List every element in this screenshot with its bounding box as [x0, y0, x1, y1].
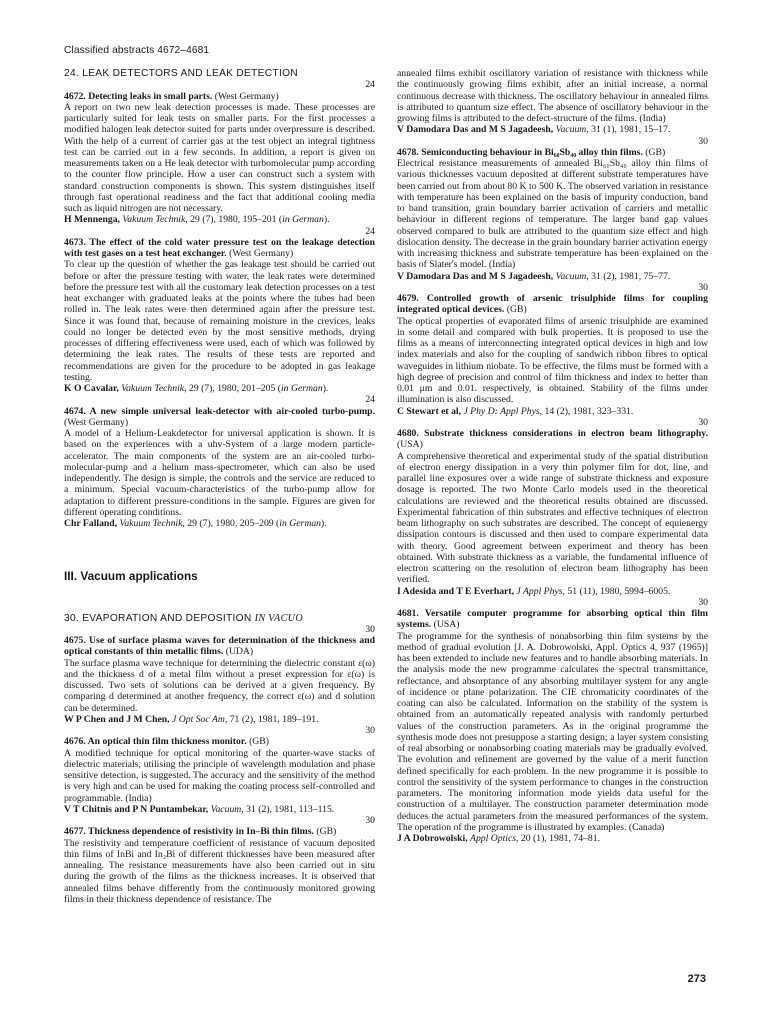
abstract-citation: [64, 214, 375, 225]
abstract-number-title: 4674. A new simple universal leak-detector with air-cooled turbo-pump.: [64, 405, 375, 417]
abstract-title: [64, 91, 375, 102]
citation-ref: 29 (7), 1980, 201–205 (: [186, 383, 281, 394]
part-heading: III. Vacuum applications: [64, 569, 198, 584]
abstract-citation: [64, 383, 375, 394]
section-page-ref: 30: [698, 281, 708, 293]
citation-ref: 31 (2), 1981, 75–77.: [588, 270, 671, 282]
abstract-citation: [397, 406, 708, 417]
abstract-number-title: 4672. Detecting leaks in small parts.: [64, 90, 213, 102]
left-column: [64, 68, 375, 905]
abstract-4677: [64, 826, 375, 905]
abstract-body: A report on two new leak detection processes is made. These processes are particularly suited for leak tests on smaller parts. For the first processes a modified halogen leak detector suited for parts under overpressure is described. With the help of a current of carrier gas at the test object an integral tightness test can be carried out in a few seconds. In addition, a report is given on measurements taken on a He leak detector with turbomolecular pump according to the counter flow principle. How a user can construct such a system with standard construction components is shown. This system distinguishes itself through fast operational readiness and the fact that additional cooling media such as liquid nitrogen are not necessary.: [64, 101, 375, 214]
abstract-title: [64, 826, 375, 837]
citation-ref: 14 (2), 1981, 323–331.: [542, 405, 634, 417]
section-page-ref: 24: [365, 394, 375, 406]
abstract-number-title: 4677. Thickness dependence of resistivity in In–Bi thin films.: [64, 826, 314, 838]
citation-journal: J Appl Phys,: [516, 585, 565, 597]
running-head: Classified abstracts 4672–4681: [64, 45, 210, 56]
abstract-body: A model of a Helium-Leakdetector for universal application is shown. It is based on the experiences with a uhv-System of a large modern particle-accelerator. The main components of the system are an air-cooled turbo-molecular-pump and a helium mass-spectrometer, which can also be used independently. The design is simple, the controls and the service are reduced to a minimum. Special vacuum-characteristics of the turbo-pump allow for adaptation to different pressure-conditions in the sample. Figures are given for different operating conditions.: [64, 428, 375, 518]
abstract-country: (GB): [504, 304, 527, 316]
right-column: [397, 68, 708, 844]
abstract-citation: [64, 714, 375, 725]
abstract-4673: [64, 237, 375, 395]
citation-journal: Vakuum Technik,: [119, 518, 185, 529]
citation-journal: J Phy D: Appl Phys,: [463, 405, 543, 417]
abstract-4674: [64, 406, 375, 530]
citation-journal: Appl Optics,: [470, 833, 519, 844]
citation-journal: J Opt Soc Am,: [172, 713, 228, 725]
abstract-country: (GB): [246, 736, 269, 748]
abstract-citation: [397, 271, 708, 282]
citation-journal: Vacuum,: [555, 270, 589, 282]
section-heading-italic: IN VACUO: [254, 612, 303, 624]
section-page-ref: 24: [365, 79, 375, 91]
abstract-citation: [397, 124, 708, 135]
citation-authors: K O Cavalar,: [64, 383, 119, 394]
abstract-4680: [397, 428, 708, 597]
abstract-number-title: 4675. Use of surface plasma waves for determination of the thickness and optical constants of thin metallic films.: [64, 635, 375, 658]
abstract-body: To clear up the question of whether the gas leakage test should be carried out before or after the pressure testing with water, the leak rates were determined before the pressure test with all the customary leak detection processes on a test heat exchanger with graduated leaks at the points where the tubes had been rolled in. The leak rates were then determined again after the pressure test. Since it was found that, because of remaining moisture in the crevices, leaks could no longer be detected even by the most sensitive methods, drying processes of differing effectiveness were used, each of which was followed by determining the leak rates. The results of these tests are reported and recommendations are given for the procedure to be adopted in gas leakage testing.: [64, 259, 375, 383]
abstract-body: A modified technique for optical monitoring of the quarter-wave stacks of dielectric materials, utilising the principle of wavelength modulation and phase sensitive detection, is suggested. The accuracy and the sensitivity of the method is very high and can be used for making the coating process self-controlled and programmable. (India): [64, 747, 375, 804]
abstract-title: [64, 237, 375, 260]
section-page-ref: 30: [698, 135, 708, 147]
abstract-title: [64, 406, 375, 429]
abstract-title: [397, 428, 708, 451]
section-heading-text: 30. EVAPORATION AND DEPOSITION: [64, 612, 255, 624]
citation-authors: H Mennenga,: [64, 214, 120, 226]
abstract-4677-continued: [397, 68, 708, 136]
citation-ref: 31 (2), 1981, 113–115.: [243, 803, 335, 815]
citation-authors: I Adesida and T E Everhart,: [397, 585, 514, 597]
citation-authors: J A Dobrowolski,: [397, 833, 468, 844]
abstract-body: The resistivity and temperature coefficient of resistance of vacuum deposited thin films of InBi and In₂Bi of different thicknesses have been measured after annealing. The resistance measurements have also been carried out in situ during the growth of the films as the thickness increases. It is observed that annealed films behave differently from the continuously monitored growing films in their thickness dependence of resistance. The: [64, 837, 375, 905]
abstract-body: A comprehensive theoretical and experimental study of the spatial distribution of electron energy dissipation in a very thin polymer film for dot, line, and parallel line exposures over a wide range of substrate thickness and exposure dosage is reported. The two Monte Carlo models used in the theoretical calculations are reviewed and the theoretical results obtained are discussed. Experimental fabrication of thin substrates and effective techniques of electron beam lithography on such substrates are described. The concept of equienergy dissipation contours is discussed and then used to compare experimental data with theory. Good agreement between experiment and theory has been obtained. With substrate thickness as a variable, the fundamental influence of electron scattering on the resolution of electron beam lithography has been verified.: [397, 450, 708, 586]
citation-language: in German: [280, 383, 323, 394]
citation-ref: 29 (7), 1980, 205–209 (: [184, 518, 280, 529]
abstract-body: Electrical resistance measurements of annealed Bi₆₀Sb₄₀ alloy thin films of various thicknesses vacuum deposited at different substrate temperatures have been carried out from about 80 K to 500 K. The observed variation in resistance with temperature has been explained on the basis of impurity conduction, band to band transition, grain boundary barrier activation of carriers and metallic behaviour in different regions of temperature. The larger band gap values observed compared to bulk are attributed to the quantum size effect and high dislocation density. The decrease in the grain boundary barrier activation energy with increasing thickness and substrate temperature has been explained on the basis of Slater's model. (India): [397, 158, 708, 271]
abstract-country: (West Germany): [226, 248, 294, 259]
abstract-number-title: 4680. Substrate thickness considerations in electron beam lithography.: [397, 428, 708, 439]
section-heading-24: 24. LEAK DETECTORS AND LEAK DETECTION: [64, 68, 298, 79]
citation-language: in German: [282, 214, 324, 226]
citation-ref: 20 (1), 1981, 74–81.: [518, 833, 601, 844]
section-page-ref: 30: [698, 596, 708, 608]
abstract-country: (USA): [397, 439, 423, 451]
section-page-ref: 30: [365, 815, 375, 826]
abstract-number-title: 4673. The effect of the cold water pressure test on the leakage detection with test gases on a test heat exchanger.: [64, 236, 375, 259]
section-page-ref: 30: [365, 623, 375, 635]
citation-end: ).: [323, 214, 330, 226]
abstract-country: (West Germany): [64, 416, 129, 428]
citation-journal: Vakuum Technik,: [121, 383, 187, 394]
abstract-body: The optical properties of evaporated films of arsenic trisulphide are examined in some detail and compared with bulk properties. It is proposed to use the films as a means of interconnecting integrated optical devices in high and low index materials and also for the coupling of sandwich ribbon fibres to optical waveguides in lithium niobate. To be effective, the films must be formed with a high degree of precision and control of film thickness and index to better than 0.01 μm and 0.01. respectively, is obtained. Stability of the films under illumination is also discussed.: [397, 315, 708, 406]
abstract-country: (GB): [313, 826, 337, 838]
citation-authors: W P Chen and J M Chen,: [64, 713, 170, 725]
abstract-4676: [64, 736, 375, 815]
abstract-title: [397, 147, 708, 158]
abstract-citation: [64, 804, 375, 815]
citation-journal: Vacuum,: [210, 803, 244, 815]
citation-end: ).: [322, 383, 329, 394]
citation-end: ).: [321, 518, 327, 529]
abstract-4675: [64, 635, 375, 725]
section-page-ref: 30: [365, 725, 375, 736]
abstract-number-title: 4676. An optical thin film thickness monitor.: [64, 736, 247, 748]
citation-authors: V Damodara Das and M S Jagadeesh,: [397, 124, 554, 136]
abstract-4681: [397, 608, 708, 844]
abstract-country: (GB): [642, 146, 666, 158]
section-page-ref: 30: [698, 416, 708, 428]
abstract-title: [397, 293, 708, 316]
abstract-country: (UDA): [223, 646, 254, 658]
abstract-number-title: 4679. Controlled growth of arsenic trisulphide films for coupling integrated optical devices.: [397, 293, 708, 316]
abstract-country: (USA): [431, 619, 460, 631]
abstract-number-title: 4681. Versatile computer programme for absorbing optical thin film systems.: [397, 608, 708, 631]
section-page-ref: 24: [365, 225, 375, 237]
abstract-4672: [64, 91, 375, 226]
abstract-body: The surface plasma wave technique for determining the dielectric constant ε(ω) and the thickness d of a metal film without a preset expression for ε(ω) is discussed. Two sets of solutions can be derived at a given frequency. By comparing d determined at another frequency, the correct ε(ω) and d solution can be determined.: [64, 657, 375, 714]
citation-authors: Chr Falland,: [64, 518, 118, 529]
citation-authors: V T Chitnis and P N Puntambekar,: [64, 803, 209, 815]
abstract-4679: [397, 293, 708, 417]
abstract-citation: [397, 586, 708, 597]
abstract-title: [64, 736, 375, 747]
citation-ref: 71 (2), 1981, 189–191.: [227, 713, 319, 725]
abstract-country: (West Germany): [212, 90, 279, 102]
abstract-title: [64, 635, 375, 658]
citation-journal: Vakuum Technik,: [122, 214, 188, 226]
abstract-title: [397, 608, 708, 631]
abstract-body: The programme for the synthesis of nonabsorbing thin film systems by the method of gradual evolution [J. A. Dobrowolski, Appl. Optics 4, 937 (1965)] has been extended to include new features and to handle absorbing materials. In the analysis mode the new programme calculates the spectral transmittance, reflectance, and absorptance of any absorbing multilayer system for any angle of incidence or plane polarization. The CIE chromaticity coordinates of the coating can also be calculated. Information on the stability of the system is obtained from an automatically repeated analysis with randomly perturbed values of the construction parameters. As in the original programme the synthesis mode does not presuppose a starting design; a layer system consisting of real absorbing or nonabsorbing coating materials may be gradually evolved. The evolution and refinement are governed by the value of a merit function defined specifically for each problem. In the new programme it is possible to control the sensitivity of the system performance to changes in the construction parameters. The monitoring information mode yields data useful for the construction of a multilayer. The construction parameter determination mode deduces the actual parameters from the measured performances of the system. The operation of the programme is illustrated by examples. (Canada): [397, 630, 708, 833]
citation-ref: 31 (1), 1981, 15–17.: [588, 124, 671, 136]
citation-journal: Vacuum,: [555, 124, 589, 136]
abstract-number-title: 4678. Semiconducting behaviour in Bi₆₀Sb₄₀ alloy thin films.: [397, 146, 643, 158]
citation-authors: V Damodara Das and M S Jagadeesh,: [397, 270, 554, 282]
citation-language: in German: [279, 518, 322, 529]
page-number: 273: [687, 973, 706, 985]
abstract-body: annealed films exhibit oscillatory variation of resistance with thickness while the continuously growing films exhibit, after an initial increase, a normal continuous decrease with thickness. The oscillatory behaviour in annealed films is attributed to quantum size effect. The absence of oscillatory behaviour in the growing films is attributed to the defect-structure of the films. (India): [397, 68, 708, 124]
abstract-citation: [64, 518, 375, 529]
citation-authors: C Stewart et al,: [397, 405, 462, 417]
abstract-4678: [397, 147, 708, 282]
section-heading-30: [64, 613, 375, 624]
abstract-citation: [397, 833, 708, 844]
citation-ref: 51 (11), 1980, 5994–6005.: [564, 585, 671, 597]
citation-ref: 29 (7), 1980, 195–201 (: [187, 214, 283, 226]
